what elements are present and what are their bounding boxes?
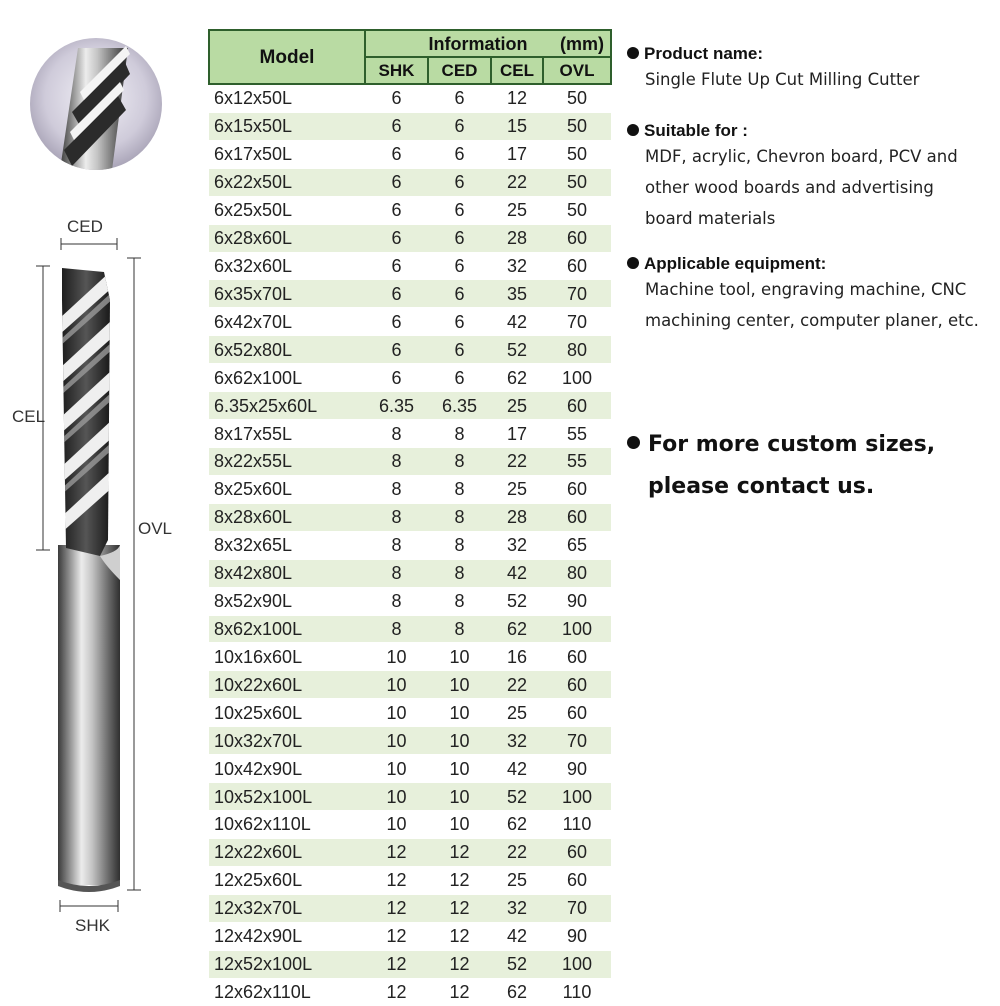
cell-cel: 22 [491, 447, 543, 475]
cell-model: 6x22x50L [209, 168, 365, 196]
cell-ovl: 60 [543, 838, 611, 866]
table-row [209, 140, 611, 168]
cell-cel: 22 [491, 838, 543, 866]
cell-shk: 6 [365, 196, 428, 224]
cell-cel: 25 [491, 866, 543, 894]
applicable-equipment-block [627, 254, 997, 336]
applicable-equipment-line: Machine tool, engraving machine, CNC [645, 280, 967, 299]
table-row [209, 894, 611, 922]
cell-model: 10x52x100L [209, 783, 365, 811]
cell-ovl: 100 [543, 783, 611, 811]
cell-model: 6x25x50L [209, 196, 365, 224]
cell-model: 8x62x100L [209, 615, 365, 643]
cell-cel: 25 [491, 475, 543, 503]
cell-ovl: 60 [543, 475, 611, 503]
cell-shk: 12 [365, 838, 428, 866]
cell-cel: 25 [491, 392, 543, 420]
cell-shk: 8 [365, 587, 428, 615]
cell-cel: 52 [491, 950, 543, 978]
table-row [209, 503, 611, 531]
ovl-header: OVL [543, 57, 611, 84]
cell-shk: 6 [365, 84, 428, 112]
cell-ovl: 50 [543, 140, 611, 168]
cell-cel: 12 [491, 84, 543, 112]
product-name-value: Single Flute Up Cut Milling Cutter [645, 70, 920, 89]
cutter-body [58, 268, 120, 892]
cell-ced: 12 [428, 838, 491, 866]
cell-cel: 62 [491, 978, 543, 1006]
cell-ovl: 110 [543, 810, 611, 838]
table-row [209, 866, 611, 894]
applicable-equipment-line: machining center, computer planer, etc. [645, 311, 979, 330]
information-label: Information [428, 33, 528, 54]
cell-ovl: 60 [543, 252, 611, 280]
cell-model: 10x62x110L [209, 810, 365, 838]
cell-ced: 6 [428, 196, 491, 224]
cell-shk: 10 [365, 671, 428, 699]
cell-ced: 10 [428, 755, 491, 783]
cell-cel: 62 [491, 364, 543, 392]
cell-cel: 52 [491, 783, 543, 811]
cell-model: 10x42x90L [209, 755, 365, 783]
cell-ovl: 70 [543, 894, 611, 922]
cell-shk: 10 [365, 783, 428, 811]
suitable-for-heading: Suitable for : [627, 121, 997, 141]
cell-cel: 28 [491, 503, 543, 531]
cell-ovl: 70 [543, 280, 611, 308]
suitable-for-line: other wood boards and advertising [645, 178, 934, 197]
cell-shk: 6 [365, 140, 428, 168]
information-header [365, 30, 611, 57]
cell-cel: 32 [491, 252, 543, 280]
cell-ovl: 50 [543, 168, 611, 196]
cell-shk: 10 [365, 810, 428, 838]
cell-ced: 10 [428, 671, 491, 699]
applicable-equipment-heading: Applicable equipment: [627, 254, 997, 274]
cell-shk: 8 [365, 475, 428, 503]
table-row [209, 810, 611, 838]
cell-ced: 8 [428, 587, 491, 615]
cell-ced: 12 [428, 950, 491, 978]
cel-label: CEL [12, 407, 46, 426]
table-row [209, 84, 611, 112]
cell-ovl: 100 [543, 364, 611, 392]
cell-ced: 6 [428, 112, 491, 140]
cell-ced: 8 [428, 615, 491, 643]
suitable-for-line: MDF, acrylic, Chevron board, PCV and [645, 147, 958, 166]
cell-model: 6x12x50L [209, 84, 365, 112]
cell-model: 6x42x70L [209, 308, 365, 336]
product-info [627, 44, 997, 336]
contact-note [627, 424, 997, 508]
cell-model: 10x25x60L [209, 699, 365, 727]
table-row [209, 950, 611, 978]
cell-cel: 15 [491, 112, 543, 140]
table-row [209, 447, 611, 475]
cell-shk: 10 [365, 699, 428, 727]
cell-cel: 52 [491, 336, 543, 364]
cell-ovl: 65 [543, 531, 611, 559]
model-header: Model [209, 30, 365, 84]
cell-model: 10x32x70L [209, 727, 365, 755]
cell-model: 6x52x80L [209, 336, 365, 364]
cell-ovl: 80 [543, 336, 611, 364]
suitable-for-line: board materials [645, 209, 776, 228]
cell-shk: 8 [365, 420, 428, 448]
cell-model: 12x42x90L [209, 922, 365, 950]
cell-model: 10x22x60L [209, 671, 365, 699]
cell-ovl: 70 [543, 727, 611, 755]
cell-shk: 12 [365, 894, 428, 922]
cell-ovl: 55 [543, 420, 611, 448]
unit-label: (mm) [560, 34, 604, 54]
cell-ovl: 50 [543, 112, 611, 140]
cell-cel: 28 [491, 224, 543, 252]
cell-shk: 10 [365, 755, 428, 783]
table-header [209, 30, 611, 84]
cell-model: 6x32x60L [209, 252, 365, 280]
shk-label: SHK [75, 916, 110, 935]
product-name-block [627, 44, 997, 95]
table-row [209, 559, 611, 587]
cell-ovl: 60 [543, 503, 611, 531]
cell-cel: 42 [491, 308, 543, 336]
ced-label: CED [67, 217, 103, 236]
cell-ovl: 50 [543, 196, 611, 224]
cell-model: 6x35x70L [209, 280, 365, 308]
cell-shk: 8 [365, 503, 428, 531]
cell-cel: 17 [491, 140, 543, 168]
table-row [209, 308, 611, 336]
table-row [209, 196, 611, 224]
cell-ovl: 60 [543, 643, 611, 671]
cell-shk: 6 [365, 336, 428, 364]
cell-ced: 6 [428, 280, 491, 308]
ced-header: CED [428, 57, 491, 84]
cell-ced: 10 [428, 643, 491, 671]
cell-cel: 32 [491, 894, 543, 922]
table-row [209, 280, 611, 308]
cell-ced: 8 [428, 447, 491, 475]
cell-ovl: 90 [543, 755, 611, 783]
table-body [209, 84, 611, 1006]
table-row [209, 838, 611, 866]
cell-ced: 6 [428, 308, 491, 336]
cell-cel: 62 [491, 810, 543, 838]
bullet-icon [627, 124, 639, 136]
cell-cel: 42 [491, 755, 543, 783]
table-row [209, 727, 611, 755]
cell-shk: 6 [365, 224, 428, 252]
cell-cel: 52 [491, 587, 543, 615]
suitable-for-block [627, 121, 997, 234]
cell-model: 6x28x60L [209, 224, 365, 252]
table-row [209, 531, 611, 559]
ovl-label: OVL [138, 519, 173, 538]
table-row [209, 224, 611, 252]
cell-ced: 10 [428, 810, 491, 838]
shk-header: SHK [365, 57, 428, 84]
table-row [209, 252, 611, 280]
cell-ced: 10 [428, 783, 491, 811]
table-row [209, 699, 611, 727]
cell-cel: 17 [491, 420, 543, 448]
cell-model: 12x62x110L [209, 978, 365, 1006]
cell-ced: 12 [428, 978, 491, 1006]
table-row [209, 615, 611, 643]
cell-ovl: 60 [543, 392, 611, 420]
cell-shk: 6 [365, 280, 428, 308]
table-row [209, 587, 611, 615]
cell-shk: 12 [365, 978, 428, 1006]
cell-model: 6x15x50L [209, 112, 365, 140]
table-row [209, 643, 611, 671]
cell-shk: 12 [365, 922, 428, 950]
cell-cel: 22 [491, 671, 543, 699]
bullet-icon [627, 257, 639, 269]
cell-shk: 12 [365, 950, 428, 978]
cell-cel: 25 [491, 196, 543, 224]
table-row [209, 783, 611, 811]
cutter-drawing [0, 0, 200, 1000]
cell-model: 12x32x70L [209, 894, 365, 922]
cell-shk: 6 [365, 308, 428, 336]
cell-shk: 6 [365, 112, 428, 140]
table-row [209, 978, 611, 1006]
cell-ovl: 70 [543, 308, 611, 336]
cell-model: 8x22x55L [209, 447, 365, 475]
cell-cel: 22 [491, 168, 543, 196]
spec-table [208, 29, 612, 1006]
cell-ced: 8 [428, 503, 491, 531]
cell-model: 6.35x25x60L [209, 392, 365, 420]
cell-ovl: 110 [543, 978, 611, 1006]
cell-cel: 25 [491, 699, 543, 727]
cell-ced: 6 [428, 140, 491, 168]
cell-cel: 16 [491, 643, 543, 671]
cell-shk: 6.35 [365, 392, 428, 420]
cell-model: 8x32x65L [209, 531, 365, 559]
cell-ced: 8 [428, 420, 491, 448]
cell-model: 10x16x60L [209, 643, 365, 671]
tip-closeup-circle [30, 38, 162, 170]
cell-model: 6x17x50L [209, 140, 365, 168]
product-name-heading: Product name: [627, 44, 997, 64]
cell-shk: 6 [365, 168, 428, 196]
cell-model: 6x62x100L [209, 364, 365, 392]
cell-ced: 6 [428, 364, 491, 392]
table-row [209, 336, 611, 364]
cell-shk: 8 [365, 559, 428, 587]
cell-ced: 6 [428, 336, 491, 364]
cell-model: 8x42x80L [209, 559, 365, 587]
cell-ovl: 100 [543, 615, 611, 643]
cell-model: 8x17x55L [209, 420, 365, 448]
cell-model: 12x22x60L [209, 838, 365, 866]
cell-ced: 12 [428, 894, 491, 922]
cell-ced: 8 [428, 559, 491, 587]
table-row [209, 168, 611, 196]
cell-model: 8x52x90L [209, 587, 365, 615]
cell-shk: 8 [365, 447, 428, 475]
cell-ovl: 100 [543, 950, 611, 978]
cell-shk: 8 [365, 615, 428, 643]
cell-shk: 12 [365, 866, 428, 894]
bullet-icon [627, 436, 640, 449]
cell-cel: 62 [491, 615, 543, 643]
cell-ced: 12 [428, 866, 491, 894]
cell-ced: 6 [428, 168, 491, 196]
cell-shk: 6 [365, 364, 428, 392]
cell-ced: 6 [428, 252, 491, 280]
table-row [209, 364, 611, 392]
bullet-icon [627, 47, 639, 59]
table-row [209, 392, 611, 420]
table-row [209, 112, 611, 140]
cell-ovl: 80 [543, 559, 611, 587]
cutter-illustration [0, 0, 200, 1000]
cell-model: 8x28x60L [209, 503, 365, 531]
cell-cel: 35 [491, 280, 543, 308]
contact-line-1: For more custom sizes, [627, 432, 935, 457]
table-row [209, 475, 611, 503]
contact-line-2: please contact us. [648, 474, 875, 499]
cell-cel: 32 [491, 727, 543, 755]
cell-cel: 32 [491, 531, 543, 559]
cell-ovl: 90 [543, 587, 611, 615]
cell-model: 8x25x60L [209, 475, 365, 503]
cell-ced: 6 [428, 224, 491, 252]
cell-ovl: 90 [543, 922, 611, 950]
cell-shk: 8 [365, 531, 428, 559]
cell-ovl: 55 [543, 447, 611, 475]
cell-ced: 12 [428, 922, 491, 950]
cell-ovl: 50 [543, 84, 611, 112]
cell-shk: 10 [365, 643, 428, 671]
cell-cel: 42 [491, 559, 543, 587]
cell-cel: 42 [491, 922, 543, 950]
cell-ovl: 60 [543, 866, 611, 894]
table-row [209, 755, 611, 783]
cell-ced: 6.35 [428, 392, 491, 420]
cell-ovl: 60 [543, 224, 611, 252]
cell-ced: 8 [428, 475, 491, 503]
table-row [209, 922, 611, 950]
cell-ovl: 60 [543, 671, 611, 699]
cell-ced: 10 [428, 727, 491, 755]
cell-ced: 10 [428, 699, 491, 727]
cell-model: 12x25x60L [209, 866, 365, 894]
table-row [209, 671, 611, 699]
cell-shk: 6 [365, 252, 428, 280]
cel-header: CEL [491, 57, 543, 84]
cell-ced: 8 [428, 531, 491, 559]
cell-ced: 6 [428, 84, 491, 112]
cell-model: 12x52x100L [209, 950, 365, 978]
table-row [209, 420, 611, 448]
cell-shk: 10 [365, 727, 428, 755]
cell-ovl: 60 [543, 699, 611, 727]
